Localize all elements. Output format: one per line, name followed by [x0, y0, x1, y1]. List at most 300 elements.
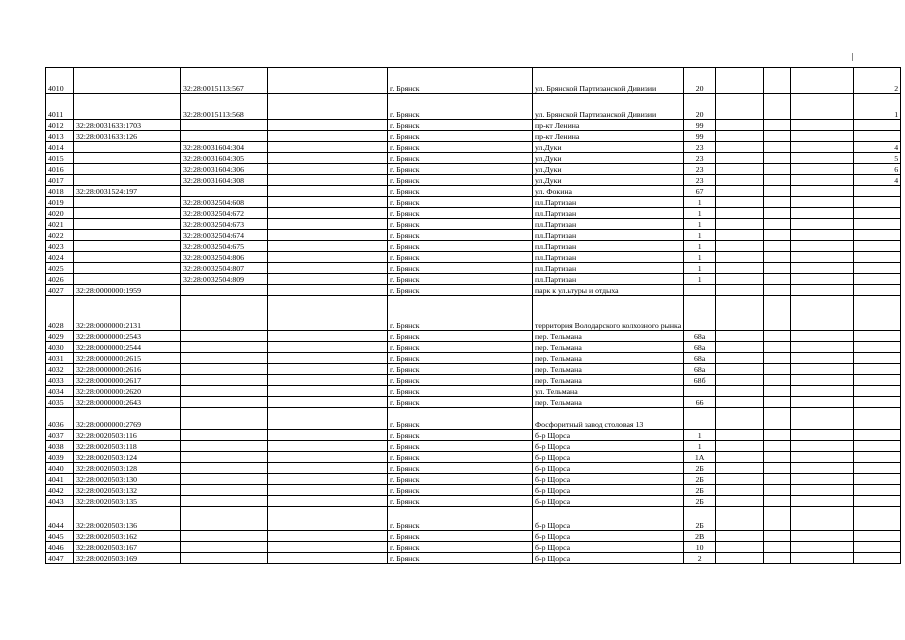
- city-cell: г. Брянск: [388, 296, 533, 331]
- table-row: [46, 353, 901, 364]
- empty-cell: [791, 353, 854, 364]
- row-number: 4028: [46, 296, 74, 331]
- street-cell: ул. Брянской Партизанской Дивизии: [533, 68, 684, 94]
- house-number: 99: [684, 120, 716, 131]
- empty-cell: [791, 375, 854, 386]
- city-cell: г. Брянск: [388, 241, 533, 252]
- empty-cell: [268, 197, 388, 208]
- empty-cell: [764, 68, 791, 94]
- cadastral-number: 32:28:0000000:2543: [74, 331, 181, 342]
- house-number: 2Б: [684, 496, 716, 507]
- cadastral-number-room: [181, 452, 268, 463]
- empty-cell: [791, 241, 854, 252]
- row-number: 4022: [46, 230, 74, 241]
- cadastral-number: 32:28:0020503:124: [74, 452, 181, 463]
- empty-cell: [791, 186, 854, 197]
- empty-cell: [764, 241, 791, 252]
- apartment-number: 1: [854, 94, 901, 120]
- table-row: [46, 408, 901, 430]
- empty-cell: [791, 153, 854, 164]
- house-number: 1: [684, 430, 716, 441]
- city-cell: г. Брянск: [388, 331, 533, 342]
- empty-cell: [268, 208, 388, 219]
- empty-cell: [764, 463, 791, 474]
- row-number: 4046: [46, 542, 74, 553]
- empty-cell: [791, 230, 854, 241]
- street-cell: б-р Щорса: [533, 531, 684, 542]
- empty-cell: [791, 553, 854, 564]
- cadastral-number-room: [181, 342, 268, 353]
- empty-cell: [764, 197, 791, 208]
- cadastral-number: 32:28:0031633:126: [74, 131, 181, 142]
- city-cell: г. Брянск: [388, 252, 533, 263]
- empty-cell: [764, 408, 791, 430]
- apartment-number: [854, 397, 901, 408]
- empty-cell: [268, 496, 388, 507]
- apartment-number: [854, 430, 901, 441]
- empty-cell: [268, 507, 388, 531]
- empty-cell: [268, 68, 388, 94]
- empty-cell: [716, 375, 764, 386]
- empty-cell: [764, 452, 791, 463]
- empty-cell: [716, 353, 764, 364]
- empty-cell: [268, 463, 388, 474]
- row-number: 4031: [46, 353, 74, 364]
- empty-cell: [716, 68, 764, 94]
- apartment-number: [854, 186, 901, 197]
- city-cell: г. Брянск: [388, 263, 533, 274]
- empty-cell: [268, 285, 388, 296]
- street-cell: ул. Брянской Партизанской Дивизии: [533, 94, 684, 120]
- city-cell: г. Брянск: [388, 353, 533, 364]
- apartment-number: [854, 485, 901, 496]
- cadastral-number-room: 32:28:0031604:308: [181, 175, 268, 186]
- apartment-number: [854, 252, 901, 263]
- table-row: [46, 175, 901, 186]
- city-cell: г. Брянск: [388, 142, 533, 153]
- row-number: 4026: [46, 274, 74, 285]
- cadastral-number: 32:28:0000000:2131: [74, 296, 181, 331]
- city-cell: г. Брянск: [388, 208, 533, 219]
- cadastral-number: 32:28:0000000:2620: [74, 386, 181, 397]
- house-number: 1: [684, 219, 716, 230]
- apartment-number: [854, 197, 901, 208]
- empty-cell: [268, 353, 388, 364]
- house-number: 68б: [684, 375, 716, 386]
- cadastral-number: [74, 68, 181, 94]
- cadastral-number-room: [181, 397, 268, 408]
- empty-cell: [764, 496, 791, 507]
- empty-cell: [791, 175, 854, 186]
- empty-cell: [268, 531, 388, 542]
- cadastral-number: [74, 252, 181, 263]
- empty-cell: [716, 542, 764, 553]
- empty-cell: [268, 274, 388, 285]
- apartment-number: [854, 331, 901, 342]
- empty-cell: [764, 153, 791, 164]
- table-row: [46, 474, 901, 485]
- house-number: 1: [684, 241, 716, 252]
- house-number: 2Б: [684, 507, 716, 531]
- house-number: 66: [684, 397, 716, 408]
- street-cell: б-р Щорса: [533, 485, 684, 496]
- empty-cell: [764, 485, 791, 496]
- city-cell: г. Брянск: [388, 342, 533, 353]
- house-number: 68а: [684, 364, 716, 375]
- cadastral-number-room: [181, 485, 268, 496]
- cadastral-number-room: [181, 430, 268, 441]
- apartment-number: [854, 375, 901, 386]
- house-number: 23: [684, 164, 716, 175]
- cadastral-number: 32:28:0020503:169: [74, 553, 181, 564]
- table-row: [46, 507, 901, 531]
- city-cell: г. Брянск: [388, 164, 533, 175]
- street-cell: парк к ул.ьтуры и отдыха: [533, 285, 684, 296]
- street-cell: пер. Тельмана: [533, 331, 684, 342]
- empty-cell: [791, 496, 854, 507]
- cadastral-number: 32:28:0020503:118: [74, 441, 181, 452]
- table-row: [46, 542, 901, 553]
- table-row: [46, 364, 901, 375]
- empty-cell: [791, 68, 854, 94]
- city-cell: г. Брянск: [388, 219, 533, 230]
- row-number: 4011: [46, 94, 74, 120]
- city-cell: г. Брянск: [388, 131, 533, 142]
- cadastral-number: [74, 153, 181, 164]
- street-cell: пл.Партизан: [533, 230, 684, 241]
- house-number: 1: [684, 441, 716, 452]
- empty-cell: [791, 197, 854, 208]
- cadastral-number-room: [181, 441, 268, 452]
- city-cell: г. Брянск: [388, 507, 533, 531]
- empty-cell: [764, 219, 791, 230]
- street-cell: ул. Тельмана: [533, 386, 684, 397]
- empty-cell: [791, 452, 854, 463]
- apartment-number: 4: [854, 142, 901, 153]
- table-row: [46, 531, 901, 542]
- street-cell: Фосфоритный завод столовая 13: [533, 408, 684, 430]
- apartment-number: [854, 208, 901, 219]
- table-row: [46, 386, 901, 397]
- apartment-number: [854, 263, 901, 274]
- street-cell: пл.Партизан: [533, 263, 684, 274]
- cadastral-number: 32:28:0020503:132: [74, 485, 181, 496]
- city-cell: г. Брянск: [388, 364, 533, 375]
- table-row: [46, 208, 901, 219]
- empty-cell: [764, 441, 791, 452]
- empty-cell: [716, 507, 764, 531]
- apartment-number: [854, 542, 901, 553]
- empty-cell: [268, 296, 388, 331]
- street-cell: ул. Фокина: [533, 186, 684, 197]
- empty-cell: [268, 241, 388, 252]
- table-row: [46, 331, 901, 342]
- empty-cell: [764, 553, 791, 564]
- house-number: 20: [684, 94, 716, 120]
- street-cell: б-р Щорса: [533, 452, 684, 463]
- cadastral-number: 32:28:0000000:2769: [74, 408, 181, 430]
- cadastral-number-room: 32:28:0032504:809: [181, 274, 268, 285]
- row-number: 4012: [46, 120, 74, 131]
- apartment-number: 6: [854, 164, 901, 175]
- cadastral-number-room: [181, 131, 268, 142]
- city-cell: г. Брянск: [388, 375, 533, 386]
- empty-cell: [764, 131, 791, 142]
- apartment-number: [854, 131, 901, 142]
- empty-cell: [716, 531, 764, 542]
- empty-cell: [791, 430, 854, 441]
- apartment-number: [854, 408, 901, 430]
- row-number: 4017: [46, 175, 74, 186]
- cadastral-number: [74, 175, 181, 186]
- row-number: 4032: [46, 364, 74, 375]
- row-number: 4044: [46, 507, 74, 531]
- apartment-number: [854, 463, 901, 474]
- empty-cell: [791, 208, 854, 219]
- empty-cell: [716, 463, 764, 474]
- empty-cell: [716, 252, 764, 263]
- cadastral-number-room: [181, 353, 268, 364]
- city-cell: г. Брянск: [388, 463, 533, 474]
- empty-cell: [268, 474, 388, 485]
- empty-cell: [716, 186, 764, 197]
- street-cell: пер. Тельмана: [533, 364, 684, 375]
- street-cell: пер. Тельмана: [533, 375, 684, 386]
- table-row: [46, 430, 901, 441]
- cadastral-number: 32:28:0020503:135: [74, 496, 181, 507]
- cadastral-number-room: 32:28:0032504:672: [181, 208, 268, 219]
- row-number: 4033: [46, 375, 74, 386]
- city-cell: г. Брянск: [388, 474, 533, 485]
- empty-cell: [791, 131, 854, 142]
- empty-cell: [764, 142, 791, 153]
- city-cell: г. Брянск: [388, 496, 533, 507]
- street-cell: ул.Дуки: [533, 175, 684, 186]
- row-number: 4042: [46, 485, 74, 496]
- row-number: 4015: [46, 153, 74, 164]
- apartment-number: [854, 274, 901, 285]
- cadastral-number: [74, 230, 181, 241]
- cadastral-number-room: 32:28:0032504:608: [181, 197, 268, 208]
- house-number: 67: [684, 186, 716, 197]
- registry-table: [45, 67, 901, 564]
- empty-cell: [268, 142, 388, 153]
- cadastral-number-room: [181, 364, 268, 375]
- city-cell: г. Брянск: [388, 274, 533, 285]
- cadastral-number-room: [181, 285, 268, 296]
- empty-cell: [791, 252, 854, 263]
- house-number: 10: [684, 542, 716, 553]
- empty-cell: [716, 496, 764, 507]
- apartment-number: [854, 241, 901, 252]
- table-row: [46, 153, 901, 164]
- cadastral-number-room: 32:28:0031604:305: [181, 153, 268, 164]
- empty-cell: [268, 375, 388, 386]
- cadastral-number: [74, 274, 181, 285]
- empty-cell: [791, 463, 854, 474]
- row-number: 4047: [46, 553, 74, 564]
- empty-cell: [764, 208, 791, 219]
- city-cell: г. Брянск: [388, 542, 533, 553]
- empty-cell: [716, 408, 764, 430]
- empty-cell: [764, 296, 791, 331]
- street-cell: б-р Щорса: [533, 463, 684, 474]
- apartment-number: [854, 474, 901, 485]
- city-cell: г. Брянск: [388, 94, 533, 120]
- cadastral-number-room: [181, 463, 268, 474]
- row-number: 4010: [46, 68, 74, 94]
- cadastral-number-room: [181, 531, 268, 542]
- apartment-number: [854, 364, 901, 375]
- street-cell: пер. Тельмана: [533, 353, 684, 364]
- empty-cell: [716, 142, 764, 153]
- cadastral-number-room: 32:28:0031604:304: [181, 142, 268, 153]
- table-row: [46, 496, 901, 507]
- empty-cell: [716, 164, 764, 175]
- table-row: [46, 164, 901, 175]
- row-number: 4037: [46, 430, 74, 441]
- house-number: [684, 296, 716, 331]
- row-number: 4025: [46, 263, 74, 274]
- city-cell: г. Брянск: [388, 452, 533, 463]
- cadastral-number-room: 32:28:0032504:675: [181, 241, 268, 252]
- street-cell: пр-кт Ленина: [533, 120, 684, 131]
- empty-cell: [791, 397, 854, 408]
- empty-cell: [764, 342, 791, 353]
- city-cell: г. Брянск: [388, 197, 533, 208]
- apartment-number: 4: [854, 175, 901, 186]
- empty-cell: [791, 364, 854, 375]
- empty-cell: [268, 230, 388, 241]
- empty-cell: [764, 507, 791, 531]
- empty-cell: [764, 285, 791, 296]
- house-number: [684, 285, 716, 296]
- apartment-number: [854, 353, 901, 364]
- house-number: 1: [684, 252, 716, 263]
- street-cell: пер. Тельмана: [533, 397, 684, 408]
- table-body: [46, 68, 901, 564]
- cadastral-number: [74, 197, 181, 208]
- house-number: 2В: [684, 531, 716, 542]
- empty-cell: [716, 131, 764, 142]
- apartment-number: [854, 496, 901, 507]
- cadastral-number-room: [181, 507, 268, 531]
- table-row: [46, 219, 901, 230]
- empty-cell: [268, 342, 388, 353]
- street-cell: б-р Щорса: [533, 441, 684, 452]
- city-cell: г. Брянск: [388, 531, 533, 542]
- row-number: 4016: [46, 164, 74, 175]
- empty-cell: [716, 175, 764, 186]
- street-cell: б-р Щорса: [533, 496, 684, 507]
- empty-cell: [268, 94, 388, 120]
- row-number: 4014: [46, 142, 74, 153]
- empty-cell: [268, 364, 388, 375]
- empty-cell: [791, 531, 854, 542]
- cadastral-number: 32:28:0000000:2617: [74, 375, 181, 386]
- empty-cell: [791, 485, 854, 496]
- empty-cell: [716, 94, 764, 120]
- table-row: [46, 263, 901, 274]
- empty-cell: [791, 274, 854, 285]
- empty-cell: [791, 342, 854, 353]
- empty-cell: [716, 386, 764, 397]
- empty-cell: [716, 153, 764, 164]
- house-number: 1: [684, 230, 716, 241]
- empty-cell: [764, 397, 791, 408]
- empty-cell: [716, 364, 764, 375]
- cadastral-number: [74, 208, 181, 219]
- cadastral-number: [74, 142, 181, 153]
- empty-cell: [764, 331, 791, 342]
- house-number: 23: [684, 175, 716, 186]
- row-number: 4019: [46, 197, 74, 208]
- house-number: 2Б: [684, 463, 716, 474]
- empty-cell: [268, 485, 388, 496]
- city-cell: г. Брянск: [388, 153, 533, 164]
- table-row: [46, 230, 901, 241]
- empty-cell: [764, 274, 791, 285]
- empty-cell: [716, 441, 764, 452]
- empty-cell: [791, 474, 854, 485]
- street-cell: территория Володарского колхозного рынка: [533, 296, 684, 331]
- row-number: 4021: [46, 219, 74, 230]
- empty-cell: [716, 274, 764, 285]
- table-row: [46, 68, 901, 94]
- empty-cell: [716, 219, 764, 230]
- empty-cell: [268, 186, 388, 197]
- table-row: [46, 285, 901, 296]
- empty-cell: [716, 120, 764, 131]
- table-row: [46, 553, 901, 564]
- table-row: [46, 342, 901, 353]
- row-number: 4020: [46, 208, 74, 219]
- row-number: 4030: [46, 342, 74, 353]
- street-cell: б-р Щорса: [533, 507, 684, 531]
- street-cell: пл.Партизан: [533, 208, 684, 219]
- empty-cell: [268, 452, 388, 463]
- row-number: 4035: [46, 397, 74, 408]
- cadastral-number: 32:28:0020503:162: [74, 531, 181, 542]
- apartment-number: [854, 507, 901, 531]
- cadastral-number-room: [181, 496, 268, 507]
- cadastral-number: [74, 263, 181, 274]
- cadastral-number: 32:28:0031633:1703: [74, 120, 181, 131]
- row-number: 4018: [46, 186, 74, 197]
- table-row: [46, 397, 901, 408]
- cadastral-number-room: 32:28:0031604:306: [181, 164, 268, 175]
- city-cell: г. Брянск: [388, 285, 533, 296]
- row-number: 4029: [46, 331, 74, 342]
- empty-cell: [764, 230, 791, 241]
- empty-cell: [268, 131, 388, 142]
- row-number: 4023: [46, 241, 74, 252]
- apartment-number: [854, 296, 901, 331]
- house-number: 2Б: [684, 474, 716, 485]
- house-number: 2: [684, 553, 716, 564]
- city-cell: г. Брянск: [388, 408, 533, 430]
- row-number: 4040: [46, 463, 74, 474]
- house-number: [684, 386, 716, 397]
- street-cell: б-р Щорса: [533, 553, 684, 564]
- empty-cell: [764, 364, 791, 375]
- empty-cell: [791, 94, 854, 120]
- empty-cell: [791, 142, 854, 153]
- empty-cell: [268, 553, 388, 564]
- empty-cell: [716, 208, 764, 219]
- city-cell: г. Брянск: [388, 175, 533, 186]
- apartment-number: [854, 230, 901, 241]
